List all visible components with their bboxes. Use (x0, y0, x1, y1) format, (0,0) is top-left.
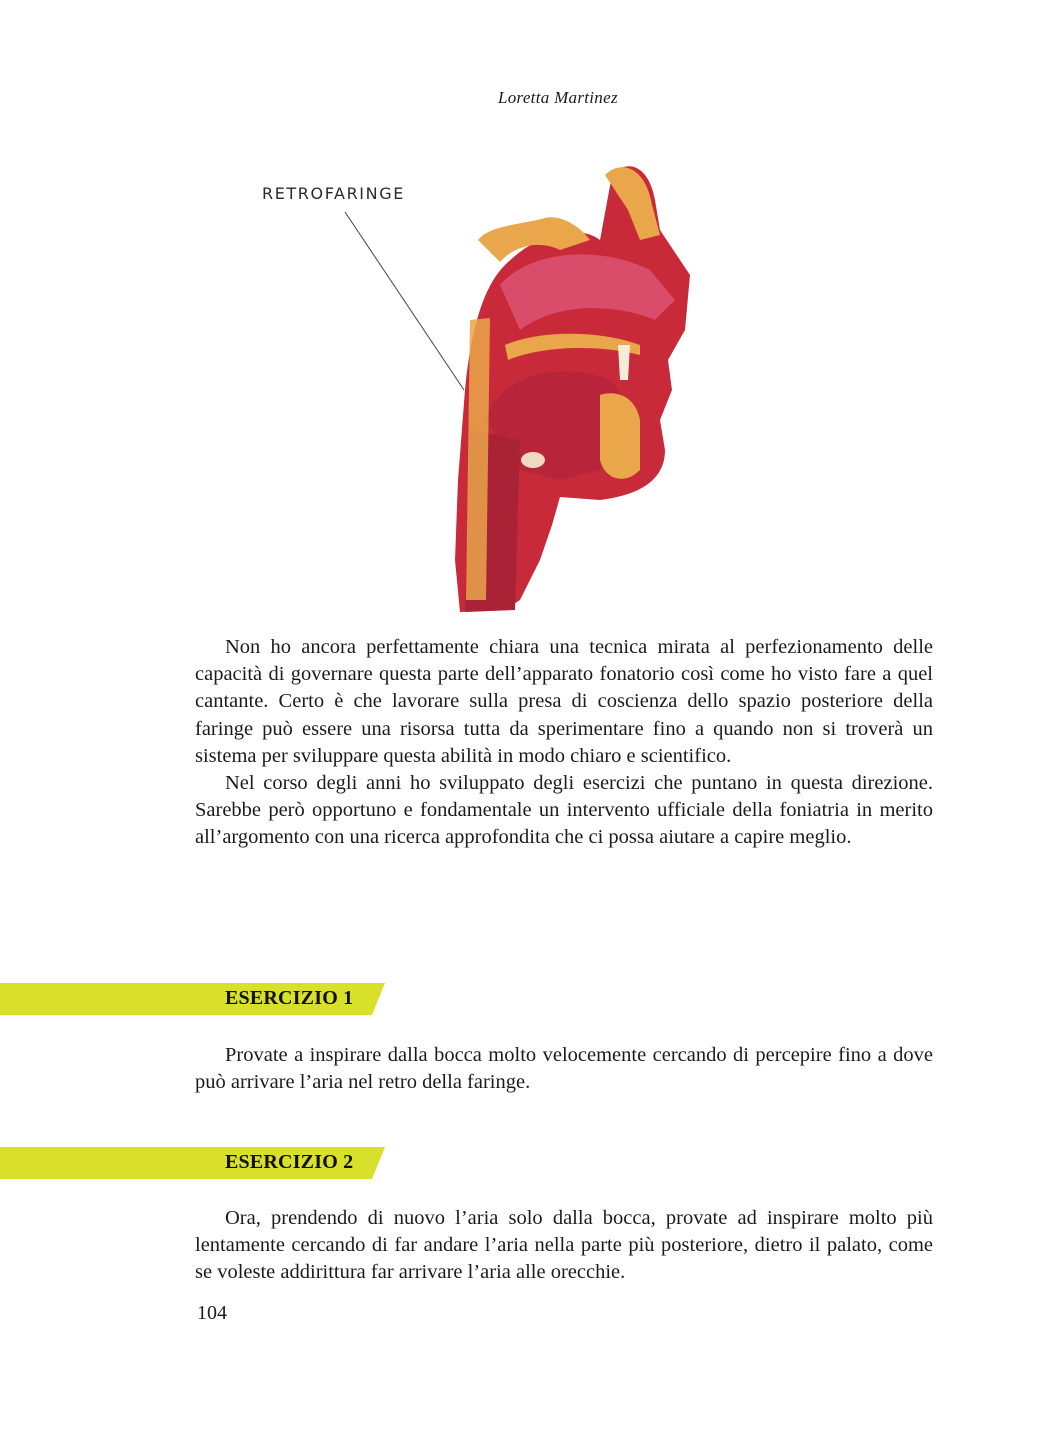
exercise-2-title: ESERCIZIO 2 (225, 1151, 354, 1173)
exercise-1-text (195, 1042, 933, 1096)
exercise-2-paragraph: Ora, prendendo di nuovo l’aria solo dalla bocca, provate ad inspirare molto più lentamente cercando di far andare l’aria nella parte più posteriore, dietro il palato, come se voleste addirittura far arrivare l’aria alle orecchie. (195, 1207, 933, 1284)
exercise-2-banner (0, 1147, 400, 1179)
intro-text (195, 634, 933, 852)
running-header-author: Loretta Martinez (498, 88, 618, 107)
exercise-1-banner (0, 983, 400, 1015)
exercise-1-title: ESERCIZIO 1 (225, 987, 354, 1009)
vertebrae (466, 318, 490, 600)
page-number: 104 (197, 1302, 227, 1324)
exercise-2-text (195, 1205, 933, 1287)
intro-paragraph-1: Non ho ancora perfettamente chiara una tecnica mirata al perfezionamento delle capacità di governare questa parte dell’apparato fonatorio così come ho visto fare a quel cantante. Certo è che lavorare sulla presa di coscienza dello spazio posteriore della faringe può essere una risorsa tutta da sperimentare fino a quando non si troverà un sistema per sviluppare questa abilità in modo chiaro e scientifico. (195, 636, 933, 767)
pharynx-anatomy-illustration (0, 0, 1039, 640)
mandible (600, 393, 640, 478)
exercise-1-paragraph: Provate a inspirare dalla bocca molto velocemente cercando di percepire fino a dove può arrivare l’aria nel retro della faringe. (195, 1044, 933, 1094)
hyoid-bone (521, 452, 545, 468)
incisor-tooth (618, 345, 630, 380)
figure-label-retrofaringe: RETROFARINGE (262, 184, 405, 203)
intro-paragraph-2: Nel corso degli anni ho sviluppato degli esercizi che puntano in questa direzione. Sarebbe però opportuno e fondamentale un intervento ufficiale della foniatria in merito all’argomento con una ricerca approfondita che ci possa aiutare a capire meglio. (195, 772, 933, 849)
label-leader-line (345, 212, 464, 390)
